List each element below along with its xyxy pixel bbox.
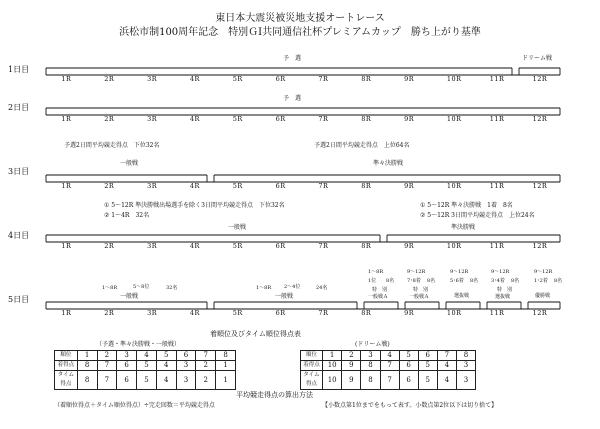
day-2-label: 2日目 (8, 103, 30, 112)
table-cell: 4 (137, 351, 157, 361)
race-label: 5R (232, 115, 243, 123)
table-cell: 3 (361, 351, 380, 361)
day5-g1-num: 32名 (166, 285, 178, 291)
table-cell: 7 (97, 361, 117, 371)
race-label: 4R (189, 182, 200, 190)
day5-g2-sub: 2～4位 (284, 284, 301, 290)
day5-g2-label: 一般戦 (275, 293, 294, 300)
day5-final-line-b: 1･2着 (534, 278, 548, 284)
race-label: 7R (318, 182, 329, 190)
race-label: 12R (532, 242, 548, 250)
race-label: 2R (104, 309, 115, 317)
race-label: 2R (104, 182, 115, 190)
day5-12r-line-c: 8名 (511, 278, 520, 284)
race-label: 4R (189, 309, 200, 317)
day3-left-note: 予選2日間平均競走得点 下位32名 (64, 142, 160, 149)
race-label: 10R (446, 75, 462, 83)
table-cell: 2 (196, 361, 216, 371)
race-label: 11R (489, 115, 505, 123)
race-label: 11R (489, 242, 505, 250)
table-cell: 4 (156, 361, 176, 371)
race-label: 10R (446, 115, 462, 123)
table-cell: 8 (77, 361, 97, 371)
race-label: 9R (404, 309, 415, 317)
table-cell: 5 (156, 351, 176, 361)
table-cell: 3 (176, 371, 196, 390)
day-5-label: 5日目 (8, 295, 30, 304)
race-label: 4R (189, 115, 200, 123)
day5-9r-line-e: 一般戦Ａ (368, 294, 389, 300)
race-label: 7R (318, 115, 329, 123)
day5-11r-line-b: 5･6着 (450, 278, 464, 284)
race-label: 11R (489, 182, 505, 190)
race-label: 7R (318, 75, 329, 83)
day4-note-4: ② 5～12R 3日間平均競走得点 上位24名 (420, 212, 535, 219)
race-label: 8R (361, 309, 372, 317)
day5-12r-line-a: 9～12R (491, 269, 510, 275)
table-cell: 9 (342, 371, 361, 390)
race-label: 3R (147, 309, 158, 317)
race-label: 3R (147, 242, 158, 250)
race-label: 2R (104, 115, 115, 123)
table-cell: 8 (361, 361, 380, 371)
day5-9r-line-c: 8名 (386, 278, 395, 284)
table-cell: 4 (156, 371, 176, 390)
table-cell: 7 (97, 371, 117, 390)
day1-yosen-label: 予 選 (283, 55, 302, 62)
table-cell: 5 (137, 361, 157, 371)
race-label: 1R (61, 309, 72, 317)
race-label: 10R (446, 182, 462, 190)
table-cell: 7 (196, 351, 216, 361)
table-cell: 8 (456, 351, 475, 361)
day5-12r-line-b: 3･4着 (491, 278, 505, 284)
day-1-label: 1日目 (8, 65, 30, 74)
race-label: 4R (189, 242, 200, 250)
table-row (55, 351, 236, 361)
race-label: 9R (404, 182, 415, 190)
race-label: 12R (532, 309, 548, 317)
table-cell: 5 (399, 351, 418, 361)
day-4-label: 4日目 (8, 231, 30, 240)
race-label: 9R (404, 115, 415, 123)
day5-g1-label: 一般戦 (120, 293, 139, 300)
day5-g1-sub: 5～8位 (133, 284, 150, 290)
table-cell: 3 (176, 361, 196, 371)
race-label: 3R (147, 182, 158, 190)
table-cell: 9 (342, 361, 361, 371)
race-label: 4R (189, 75, 200, 83)
row-header: 着得点 (55, 361, 78, 371)
score-right-caption: (ドリーム戦) (355, 341, 390, 348)
day5-11r-line-d: 選抜戦 (454, 293, 470, 299)
table-cell: 8 (77, 371, 97, 390)
day5-10r-line-d: 特 別 (413, 287, 429, 293)
day5-final-line-d: 優勝戦 (535, 293, 551, 299)
table-row (301, 351, 476, 361)
table-cell: 6 (117, 371, 137, 390)
race-label: 7R (318, 242, 329, 250)
day5-11r-line-c: 8名 (470, 278, 479, 284)
race-label: 6R (275, 309, 286, 317)
race-label: 6R (275, 75, 286, 83)
day5-10r-line-c: 8名 (427, 278, 436, 284)
score-left-caption: （予選・準々決勝戦・一般戦） (96, 341, 181, 348)
title-line-1: 東日本大震災被災地支援オートレース (215, 13, 385, 24)
race-label: 1R (61, 242, 72, 250)
table-cell: 1 (322, 351, 341, 361)
race-label: 3R (147, 75, 158, 83)
day4-note-2: ② 1～4R 32名 (104, 212, 150, 219)
table-cell: 6 (117, 361, 137, 371)
score-table-title: 着順位及びタイム順位得点表 (210, 330, 301, 338)
race-label: 5R (232, 75, 243, 83)
race-label: 1R (61, 75, 72, 83)
table-cell: 2 (196, 371, 216, 390)
race-label: 2R (104, 75, 115, 83)
race-label: 12R (532, 75, 548, 83)
race-label: 11R (489, 309, 505, 317)
race-label: 6R (275, 182, 286, 190)
day5-9r-line-b: 1位 (368, 278, 377, 284)
day5-9r-line-a: 1～8R (368, 269, 384, 275)
table-cell: 8 (361, 371, 380, 390)
title-line-2: 浜松市制100周年記念 特別ＧⅠ共同通信社杯プレミアムカップ 勝ち上がり基準 (119, 27, 481, 38)
day5-10r-line-a: 9～12R (407, 269, 426, 275)
race-label: 8R (361, 115, 372, 123)
table-cell: 1 (216, 361, 236, 371)
table-cell: 3 (456, 361, 475, 371)
table-cell: 1 (77, 351, 97, 361)
race-label: 12R (532, 115, 548, 123)
table-cell: 2 (97, 351, 117, 361)
row-header: タイム得点 (301, 371, 323, 390)
table-cell: 4 (437, 371, 456, 390)
table-cell: 1 (216, 371, 236, 390)
day4-note-1: ① 5～12R 準決勝戦出場選手を除く3日間平均競走得点 下位32名 (104, 202, 285, 209)
day1-dream-label: ドリーム戦 (522, 55, 553, 62)
day5-12r-line-d: 特 別 (497, 287, 513, 293)
table-cell: 8 (216, 351, 236, 361)
day5-final-line-c: 8名 (554, 278, 563, 284)
table-cell: 7 (437, 351, 456, 361)
race-label: 9R (404, 242, 415, 250)
race-label: 8R (361, 182, 372, 190)
race-label: 1R (61, 115, 72, 123)
table-row (301, 371, 476, 390)
race-label: 6R (275, 115, 286, 123)
table-cell: 5 (137, 371, 157, 390)
race-label: 5R (232, 182, 243, 190)
race-label: 9R (404, 75, 415, 83)
table-cell: 10 (322, 371, 341, 390)
day5-g2-count: 1～8R (256, 285, 272, 291)
table-row (301, 361, 476, 371)
race-label: 10R (446, 309, 462, 317)
row-header: タイム得点 (55, 371, 78, 390)
race-label: 8R (361, 242, 372, 250)
table-cell: 10 (322, 361, 341, 371)
table-cell: 4 (380, 351, 399, 361)
race-label: 7R (318, 309, 329, 317)
race-label: 6R (275, 242, 286, 250)
calc-note: 【小数点第1位までをもって表す。小数点第2位以下は切り捨て】 (322, 402, 498, 409)
race-label: 2R (104, 242, 115, 250)
day3-right-note: 予選2日間平均競走得点 上位64名 (314, 142, 410, 149)
day5-12r-line-e: 選抜戦 (495, 294, 511, 300)
table-cell: 5 (418, 371, 437, 390)
day5-11r-line-a: 9～12R (450, 269, 469, 275)
race-label: 10R (446, 242, 462, 250)
score-table-left (54, 350, 236, 390)
day-3-label: 3日目 (8, 167, 30, 176)
table-cell: 2 (342, 351, 361, 361)
day5-10r-line-b: 7･8着 (407, 278, 421, 284)
row-header: 順位 (55, 351, 78, 361)
race-label: 12R (532, 182, 548, 190)
race-label: 11R (489, 75, 505, 83)
score-table-right (300, 350, 476, 390)
day4-junkessho-label: 準決勝戦 (451, 224, 476, 231)
race-label: 8R (361, 75, 372, 83)
row-header: 着得点 (301, 361, 323, 371)
table-cell: 4 (437, 361, 456, 371)
race-label: 1R (61, 182, 72, 190)
day4-note-3: ① 5～12R 準々決勝戦 1着 8名 (420, 202, 513, 209)
day5-g1-count: 1～8R (102, 285, 118, 291)
table-row (55, 361, 236, 371)
race-label: 5R (232, 309, 243, 317)
table-cell: 6 (399, 361, 418, 371)
table-cell: 7 (380, 371, 399, 390)
table-cell: 6 (176, 351, 196, 361)
table-row (55, 371, 236, 390)
table-cell: 3 (456, 371, 475, 390)
table-cell: 6 (418, 351, 437, 361)
day5-final-line-a: 9～12R (534, 269, 553, 275)
day3-ippan-label: 一般戦 (120, 160, 139, 167)
day3-junjun-label: 準々決勝戦 (373, 160, 404, 167)
day5-10r-line-e: 一般戦Ａ (409, 294, 430, 300)
table-cell: 7 (380, 361, 399, 371)
day5-g2-num: 24名 (316, 285, 328, 291)
calc-formula: （着順位得点＋タイム順位得点）÷完走回数＝平均競走得点 (54, 402, 215, 409)
day2-yosen-label: 予 選 (283, 95, 302, 102)
race-label: 3R (147, 115, 158, 123)
calc-title: 平均競走得点の算出方法 (236, 391, 313, 399)
row-header: 順位 (301, 351, 323, 361)
race-label: 5R (232, 242, 243, 250)
table-cell: 5 (418, 361, 437, 371)
day5-9r-line-d: 特 別 (372, 287, 388, 293)
day4-ippan-label: 一般戦 (228, 224, 247, 231)
table-cell: 3 (117, 351, 137, 361)
table-cell: 6 (399, 371, 418, 390)
